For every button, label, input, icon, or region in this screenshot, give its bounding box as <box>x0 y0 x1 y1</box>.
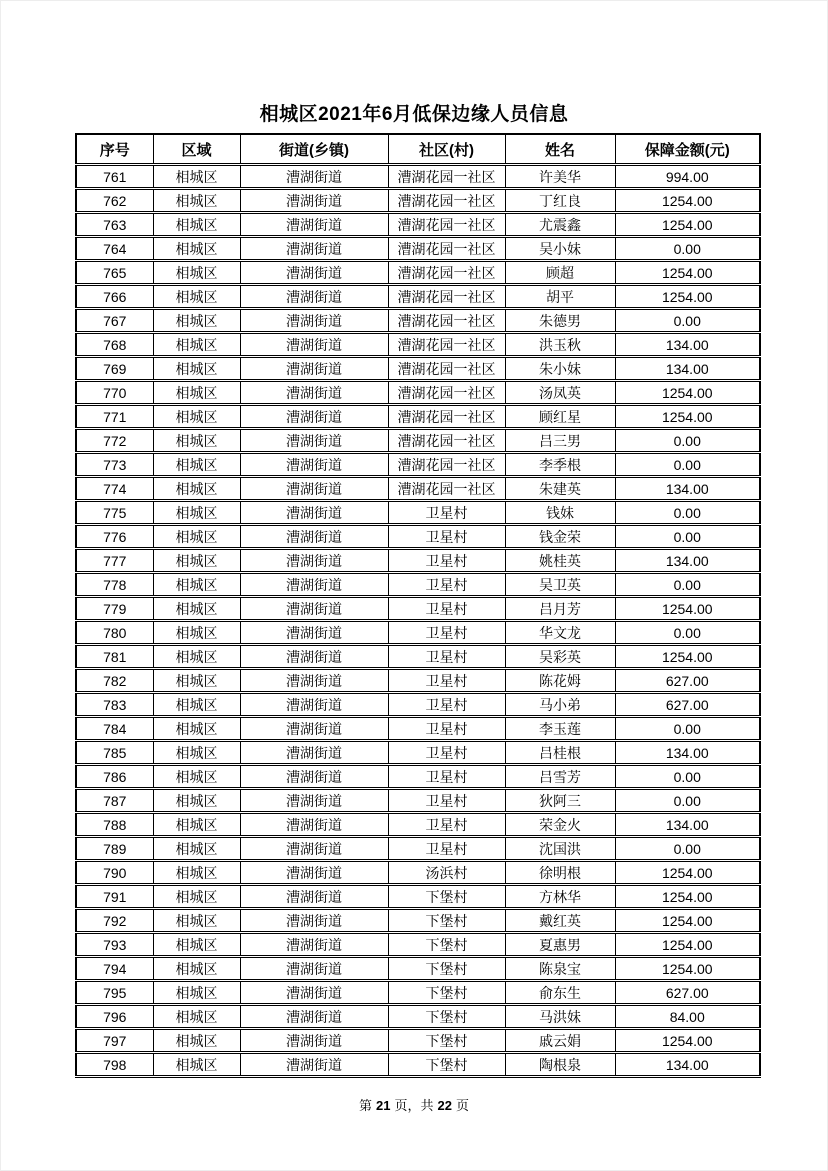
table-row <box>76 933 760 957</box>
table-row <box>76 573 760 597</box>
cell-community: 卫星村 <box>388 621 505 645</box>
cell-street: 漕湖街道 <box>240 165 388 189</box>
page-footer <box>0 1095 828 1114</box>
cell-community: 下堡村 <box>388 885 505 909</box>
table-row <box>76 981 760 1005</box>
table-row <box>76 357 760 381</box>
cell-seq: 798 <box>76 1053 153 1077</box>
cell-name: 戴红英 <box>505 909 615 933</box>
cell-amount: 1254.00 <box>615 189 760 213</box>
cell-seq: 774 <box>76 477 153 501</box>
table-row <box>76 765 760 789</box>
cell-amount: 0.00 <box>615 717 760 741</box>
cell-community: 漕湖花园一社区 <box>388 429 505 453</box>
cell-region: 相城区 <box>153 837 240 861</box>
header-community: 社区(村) <box>388 134 505 165</box>
cell-street: 漕湖街道 <box>240 453 388 477</box>
table-row <box>76 381 760 405</box>
cell-region: 相城区 <box>153 165 240 189</box>
cell-amount: 1254.00 <box>615 285 760 309</box>
cell-amount: 134.00 <box>615 333 760 357</box>
cell-street: 漕湖街道 <box>240 717 388 741</box>
cell-name: 李玉莲 <box>505 717 615 741</box>
cell-street: 漕湖街道 <box>240 333 388 357</box>
cell-name: 吕三男 <box>505 429 615 453</box>
cell-amount: 1254.00 <box>615 933 760 957</box>
cell-region: 相城区 <box>153 789 240 813</box>
table-row <box>76 597 760 621</box>
header-region: 区域 <box>153 134 240 165</box>
cell-street: 漕湖街道 <box>240 789 388 813</box>
cell-seq: 775 <box>76 501 153 525</box>
cell-seq: 776 <box>76 525 153 549</box>
cell-name: 徐明根 <box>505 861 615 885</box>
cell-amount: 84.00 <box>615 1005 760 1029</box>
cell-name: 俞东生 <box>505 981 615 1005</box>
cell-community: 下堡村 <box>388 909 505 933</box>
cell-seq: 768 <box>76 333 153 357</box>
cell-name: 吴小妹 <box>505 237 615 261</box>
cell-amount: 0.00 <box>615 429 760 453</box>
table-row <box>76 285 760 309</box>
cell-seq: 766 <box>76 285 153 309</box>
cell-region: 相城区 <box>153 885 240 909</box>
cell-seq: 796 <box>76 1005 153 1029</box>
cell-amount: 1254.00 <box>615 909 760 933</box>
cell-name: 李季根 <box>505 453 615 477</box>
table-row <box>76 189 760 213</box>
cell-street: 漕湖街道 <box>240 1053 388 1077</box>
table-row <box>76 957 760 981</box>
cell-region: 相城区 <box>153 741 240 765</box>
cell-region: 相城区 <box>153 213 240 237</box>
cell-name: 吕桂根 <box>505 741 615 765</box>
cell-name: 陈泉宝 <box>505 957 615 981</box>
header-name: 姓名 <box>505 134 615 165</box>
cell-community: 漕湖花园一社区 <box>388 285 505 309</box>
header-street: 街道(乡镇) <box>240 134 388 165</box>
cell-name: 许美华 <box>505 165 615 189</box>
cell-amount: 627.00 <box>615 669 760 693</box>
cell-street: 漕湖街道 <box>240 549 388 573</box>
cell-community: 下堡村 <box>388 981 505 1005</box>
cell-community: 卫星村 <box>388 693 505 717</box>
table-row <box>76 813 760 837</box>
cell-street: 漕湖街道 <box>240 957 388 981</box>
page-title: 相城区2021年6月低保边缘人员信息 <box>259 104 569 125</box>
cell-amount: 0.00 <box>615 621 760 645</box>
cell-amount: 0.00 <box>615 501 760 525</box>
cell-seq: 787 <box>76 789 153 813</box>
cell-seq: 767 <box>76 309 153 333</box>
cell-amount: 0.00 <box>615 525 760 549</box>
cell-seq: 793 <box>76 933 153 957</box>
cell-seq: 780 <box>76 621 153 645</box>
cell-seq: 770 <box>76 381 153 405</box>
cell-community: 卫星村 <box>388 597 505 621</box>
cell-seq: 788 <box>76 813 153 837</box>
cell-street: 漕湖街道 <box>240 741 388 765</box>
cell-amount: 134.00 <box>615 357 760 381</box>
cell-street: 漕湖街道 <box>240 909 388 933</box>
cell-street: 漕湖街道 <box>240 933 388 957</box>
table-row <box>76 717 760 741</box>
cell-region: 相城区 <box>153 453 240 477</box>
cell-region: 相城区 <box>153 309 240 333</box>
cell-seq: 778 <box>76 573 153 597</box>
cell-community: 下堡村 <box>388 1029 505 1053</box>
cell-name: 洪玉秋 <box>505 333 615 357</box>
cell-community: 卫星村 <box>388 741 505 765</box>
cell-region: 相城区 <box>153 549 240 573</box>
cell-street: 漕湖街道 <box>240 261 388 285</box>
cell-community: 卫星村 <box>388 765 505 789</box>
cell-community: 卫星村 <box>388 549 505 573</box>
cell-seq: 794 <box>76 957 153 981</box>
cell-name: 荣金火 <box>505 813 615 837</box>
cell-amount: 0.00 <box>615 237 760 261</box>
cell-community: 漕湖花园一社区 <box>388 357 505 381</box>
cell-amount: 1254.00 <box>615 381 760 405</box>
cell-name: 夏惠男 <box>505 933 615 957</box>
cell-community: 卫星村 <box>388 669 505 693</box>
table-row <box>76 549 760 573</box>
cell-community: 下堡村 <box>388 933 505 957</box>
cell-region: 相城区 <box>153 597 240 621</box>
cell-street: 漕湖街道 <box>240 309 388 333</box>
cell-seq: 790 <box>76 861 153 885</box>
cell-community: 汤浜村 <box>388 861 505 885</box>
cell-region: 相城区 <box>153 573 240 597</box>
cell-region: 相城区 <box>153 237 240 261</box>
cell-region: 相城区 <box>153 525 240 549</box>
cell-region: 相城区 <box>153 477 240 501</box>
footer-separator: 页，共 <box>394 1098 434 1113</box>
cell-community: 卫星村 <box>388 501 505 525</box>
cell-seq: 764 <box>76 237 153 261</box>
table-row <box>76 741 760 765</box>
cell-community: 漕湖花园一社区 <box>388 381 505 405</box>
cell-amount: 1254.00 <box>615 1029 760 1053</box>
table-row <box>76 429 760 453</box>
cell-street: 漕湖街道 <box>240 525 388 549</box>
cell-community: 下堡村 <box>388 957 505 981</box>
cell-name: 戚云娟 <box>505 1029 615 1053</box>
table-row <box>76 165 760 189</box>
cell-name: 华文龙 <box>505 621 615 645</box>
cell-community: 下堡村 <box>388 1005 505 1029</box>
cell-street: 漕湖街道 <box>240 813 388 837</box>
table-row <box>76 621 760 645</box>
cell-amount: 1254.00 <box>615 645 760 669</box>
cell-name: 陈花姆 <box>505 669 615 693</box>
cell-community: 卫星村 <box>388 525 505 549</box>
cell-amount: 1254.00 <box>615 957 760 981</box>
cell-amount: 1254.00 <box>615 213 760 237</box>
cell-seq: 781 <box>76 645 153 669</box>
cell-amount: 134.00 <box>615 741 760 765</box>
cell-name: 吴卫英 <box>505 573 615 597</box>
cell-community: 漕湖花园一社区 <box>388 333 505 357</box>
cell-region: 相城区 <box>153 1053 240 1077</box>
cell-name: 朱德男 <box>505 309 615 333</box>
cell-community: 漕湖花园一社区 <box>388 213 505 237</box>
cell-community: 漕湖花园一社区 <box>388 261 505 285</box>
cell-street: 漕湖街道 <box>240 405 388 429</box>
cell-seq: 763 <box>76 213 153 237</box>
cell-community: 卫星村 <box>388 645 505 669</box>
table-row <box>76 645 760 669</box>
cell-seq: 785 <box>76 741 153 765</box>
cell-region: 相城区 <box>153 357 240 381</box>
cell-street: 漕湖街道 <box>240 837 388 861</box>
cell-street: 漕湖街道 <box>240 189 388 213</box>
cell-amount: 1254.00 <box>615 861 760 885</box>
table-row <box>76 789 760 813</box>
table-row <box>76 453 760 477</box>
cell-region: 相城区 <box>153 693 240 717</box>
table-header-row <box>76 134 760 165</box>
cell-street: 漕湖街道 <box>240 285 388 309</box>
cell-street: 漕湖街道 <box>240 645 388 669</box>
cell-seq: 772 <box>76 429 153 453</box>
cell-community: 漕湖花园一社区 <box>388 405 505 429</box>
table-row <box>76 333 760 357</box>
cell-community: 漕湖花园一社区 <box>388 237 505 261</box>
footer-page-number: 21 <box>376 1098 391 1113</box>
cell-community: 漕湖花园一社区 <box>388 165 505 189</box>
cell-street: 漕湖街道 <box>240 357 388 381</box>
cell-amount: 0.00 <box>615 573 760 597</box>
cell-seq: 782 <box>76 669 153 693</box>
cell-seq: 773 <box>76 453 153 477</box>
cell-community: 卫星村 <box>388 717 505 741</box>
table-row <box>76 405 760 429</box>
cell-name: 朱建英 <box>505 477 615 501</box>
cell-street: 漕湖街道 <box>240 477 388 501</box>
cell-community: 漕湖花园一社区 <box>388 309 505 333</box>
cell-community: 漕湖花园一社区 <box>388 453 505 477</box>
cell-name: 顾超 <box>505 261 615 285</box>
cell-region: 相城区 <box>153 405 240 429</box>
cell-region: 相城区 <box>153 669 240 693</box>
cell-seq: 779 <box>76 597 153 621</box>
cell-name: 马洪妹 <box>505 1005 615 1029</box>
table-row <box>76 837 760 861</box>
cell-name: 吴彩英 <box>505 645 615 669</box>
cell-region: 相城区 <box>153 957 240 981</box>
table-row <box>76 1029 760 1053</box>
cell-seq: 762 <box>76 189 153 213</box>
cell-seq: 795 <box>76 981 153 1005</box>
table-row <box>76 1053 760 1077</box>
cell-street: 漕湖街道 <box>240 861 388 885</box>
cell-amount: 0.00 <box>615 837 760 861</box>
table-row <box>76 669 760 693</box>
cell-seq: 792 <box>76 909 153 933</box>
cell-street: 漕湖街道 <box>240 213 388 237</box>
table-row <box>76 693 760 717</box>
cell-amount: 627.00 <box>615 981 760 1005</box>
table-row <box>76 525 760 549</box>
cell-street: 漕湖街道 <box>240 1029 388 1053</box>
cell-region: 相城区 <box>153 189 240 213</box>
cell-region: 相城区 <box>153 765 240 789</box>
header-seq: 序号 <box>76 134 153 165</box>
cell-region: 相城区 <box>153 1005 240 1029</box>
cell-amount: 134.00 <box>615 477 760 501</box>
cell-region: 相城区 <box>153 381 240 405</box>
cell-amount: 0.00 <box>615 453 760 477</box>
cell-community: 下堡村 <box>388 1053 505 1077</box>
cell-name: 顾红星 <box>505 405 615 429</box>
cell-amount: 1254.00 <box>615 261 760 285</box>
cell-street: 漕湖街道 <box>240 597 388 621</box>
cell-amount: 1254.00 <box>615 405 760 429</box>
cell-street: 漕湖街道 <box>240 669 388 693</box>
cell-seq: 769 <box>76 357 153 381</box>
header-amount: 保障金额(元) <box>615 134 760 165</box>
cell-name: 尤震鑫 <box>505 213 615 237</box>
cell-region: 相城区 <box>153 933 240 957</box>
cell-street: 漕湖街道 <box>240 573 388 597</box>
table-row <box>76 909 760 933</box>
cell-region: 相城区 <box>153 813 240 837</box>
cell-region: 相城区 <box>153 717 240 741</box>
cell-region: 相城区 <box>153 1029 240 1053</box>
cell-name: 丁红良 <box>505 189 615 213</box>
cell-street: 漕湖街道 <box>240 381 388 405</box>
cell-seq: 761 <box>76 165 153 189</box>
cell-community: 卫星村 <box>388 813 505 837</box>
footer-suffix: 页 <box>455 1098 469 1113</box>
cell-amount: 134.00 <box>615 549 760 573</box>
cell-name: 方林华 <box>505 885 615 909</box>
cell-amount: 627.00 <box>615 693 760 717</box>
cell-seq: 791 <box>76 885 153 909</box>
cell-seq: 765 <box>76 261 153 285</box>
cell-name: 朱小妹 <box>505 357 615 381</box>
footer-prefix: 第 <box>359 1098 373 1113</box>
cell-seq: 797 <box>76 1029 153 1053</box>
cell-street: 漕湖街道 <box>240 885 388 909</box>
cell-amount: 134.00 <box>615 1053 760 1077</box>
cell-amount: 134.00 <box>615 813 760 837</box>
cell-amount: 0.00 <box>615 765 760 789</box>
cell-region: 相城区 <box>153 621 240 645</box>
cell-region: 相城区 <box>153 861 240 885</box>
table-row <box>76 501 760 525</box>
cell-seq: 789 <box>76 837 153 861</box>
cell-seq: 784 <box>76 717 153 741</box>
table-row <box>76 861 760 885</box>
cell-street: 漕湖街道 <box>240 621 388 645</box>
cell-seq: 783 <box>76 693 153 717</box>
cell-amount: 1254.00 <box>615 597 760 621</box>
cell-community: 漕湖花园一社区 <box>388 477 505 501</box>
table-row <box>76 261 760 285</box>
table-row <box>76 237 760 261</box>
table-body <box>76 165 760 1077</box>
cell-community: 漕湖花园一社区 <box>388 189 505 213</box>
cell-name: 钱金荣 <box>505 525 615 549</box>
cell-street: 漕湖街道 <box>240 1005 388 1029</box>
cell-street: 漕湖街道 <box>240 237 388 261</box>
table-row <box>76 477 760 501</box>
table-row <box>76 1005 760 1029</box>
cell-name: 沈国洪 <box>505 837 615 861</box>
cell-amount: 0.00 <box>615 309 760 333</box>
cell-region: 相城区 <box>153 429 240 453</box>
cell-region: 相城区 <box>153 909 240 933</box>
cell-amount: 994.00 <box>615 165 760 189</box>
cell-street: 漕湖街道 <box>240 501 388 525</box>
table-row <box>76 309 760 333</box>
table-row <box>76 885 760 909</box>
cell-seq: 771 <box>76 405 153 429</box>
cell-name: 狄阿三 <box>505 789 615 813</box>
cell-region: 相城区 <box>153 285 240 309</box>
cell-seq: 786 <box>76 765 153 789</box>
cell-name: 吕月芳 <box>505 597 615 621</box>
cell-amount: 0.00 <box>615 789 760 813</box>
cell-street: 漕湖街道 <box>240 429 388 453</box>
cell-community: 卫星村 <box>388 789 505 813</box>
cell-community: 卫星村 <box>388 573 505 597</box>
table-row <box>76 213 760 237</box>
cell-name: 陶根泉 <box>505 1053 615 1077</box>
cell-region: 相城区 <box>153 261 240 285</box>
cell-region: 相城区 <box>153 501 240 525</box>
cell-seq: 777 <box>76 549 153 573</box>
cell-street: 漕湖街道 <box>240 693 388 717</box>
cell-region: 相城区 <box>153 333 240 357</box>
cell-name: 姚桂英 <box>505 549 615 573</box>
cell-region: 相城区 <box>153 981 240 1005</box>
cell-name: 汤凤英 <box>505 381 615 405</box>
cell-name: 吕雪芳 <box>505 765 615 789</box>
footer-total-pages: 22 <box>437 1098 452 1113</box>
benefits-table <box>75 133 761 1078</box>
cell-region: 相城区 <box>153 645 240 669</box>
cell-name: 钱妹 <box>505 501 615 525</box>
cell-name: 马小弟 <box>505 693 615 717</box>
cell-amount: 1254.00 <box>615 885 760 909</box>
cell-street: 漕湖街道 <box>240 981 388 1005</box>
cell-street: 漕湖街道 <box>240 765 388 789</box>
cell-community: 卫星村 <box>388 837 505 861</box>
cell-name: 胡平 <box>505 285 615 309</box>
